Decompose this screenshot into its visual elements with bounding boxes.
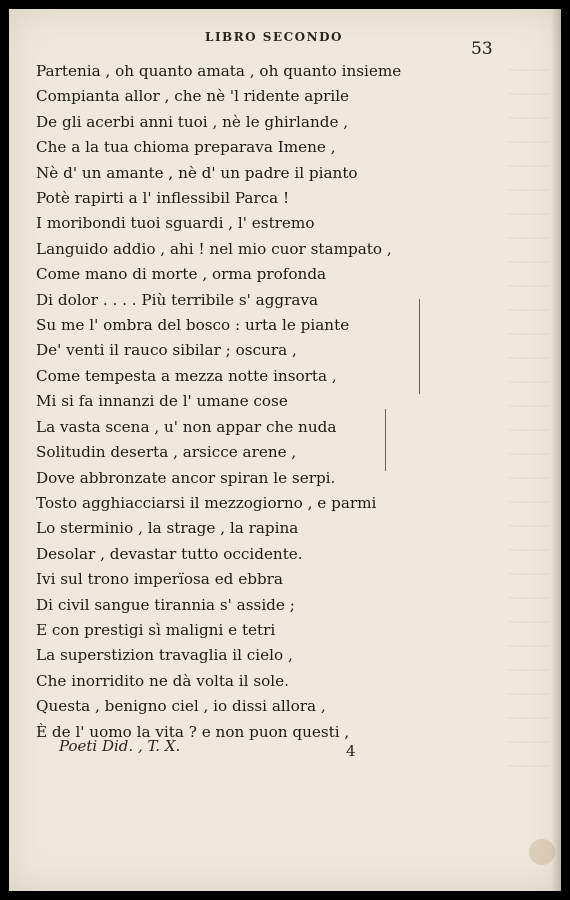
page-edge-shadow bbox=[551, 9, 561, 891]
verse-line: Solitudin deserta , arsicce arene , bbox=[36, 443, 297, 462]
verse-line: Di dolor . . . . Più terribile s' aggrava bbox=[36, 290, 319, 309]
verse-line: Desolar , devastar tutto occidente. bbox=[36, 544, 303, 563]
verse-line: Tosto agghiacciarsi il mezzogiorno , e parmi bbox=[36, 493, 377, 512]
verse-line: Ivi sul trono imperïosa ed ebbra bbox=[36, 570, 283, 589]
show-through-texture bbox=[509, 69, 549, 769]
verse-line: Che inorridito ne dà volta il sole. bbox=[36, 671, 289, 690]
verse-line: De gli acerbi anni tuoi , nè le ghirlande , bbox=[36, 112, 349, 131]
running-head: LIBRO SECONDO bbox=[205, 30, 343, 44]
book-page bbox=[9, 9, 561, 891]
page-number: 53 bbox=[471, 39, 493, 59]
verse-line: Languido addio , ahi ! nel mio cuor stampato , bbox=[36, 239, 392, 258]
verse-line: Potè rapirti a l' inflessibil Parca ! bbox=[36, 189, 290, 208]
signature-footer: Poeti Did. , T. X. bbox=[59, 737, 181, 755]
verse-line: Di civil sangue tirannia s' asside ; bbox=[36, 595, 295, 614]
verse-line: Nè d' un amante , nè d' un padre il pianto bbox=[36, 163, 358, 182]
pencil-mark bbox=[385, 409, 386, 471]
verse-line: Partenia , oh quanto amata , oh quanto insieme bbox=[36, 62, 402, 80]
verse-line: Dove abbronzate ancor spiran le serpi. bbox=[36, 468, 336, 487]
verse-line: E con prestigi sì maligni e tetri bbox=[36, 620, 276, 639]
verse-line: La superstizion travaglia il cielo , bbox=[36, 646, 293, 665]
verse-line: De' venti il rauco sibilar ; oscura , bbox=[36, 341, 297, 360]
verse-line: Mi si fa innanzi de l' umane cose bbox=[36, 392, 288, 411]
verse-line: Che a la tua chioma preparava Imene , bbox=[36, 138, 336, 157]
verse-line: Compianta allor , che nè 'l ridente aprile bbox=[36, 87, 350, 106]
signature-mark: 4 bbox=[346, 742, 356, 760]
verse-line: Come tempesta a mezza notte insorta , bbox=[36, 366, 337, 385]
verse-line: La vasta scena , u' non appar che nuda bbox=[36, 417, 337, 436]
poem-verses bbox=[36, 59, 476, 745]
verse-line: Lo sterminio , la strage , la rapina bbox=[36, 519, 299, 538]
foxing-stain bbox=[529, 839, 555, 865]
verse-line: Su me l' ombra del bosco : urta le piante bbox=[36, 316, 350, 335]
verse-line: Come mano di morte , orma profonda bbox=[36, 265, 327, 284]
verse-line: Questa , benigno ciel , io dissi allora , bbox=[36, 697, 326, 716]
verse-line: È de l' uomo la vita ? e non puon questi , bbox=[36, 722, 350, 741]
verse-line: I moribondi tuoi sguardi , l' estremo bbox=[36, 214, 315, 233]
pencil-mark bbox=[419, 299, 420, 394]
